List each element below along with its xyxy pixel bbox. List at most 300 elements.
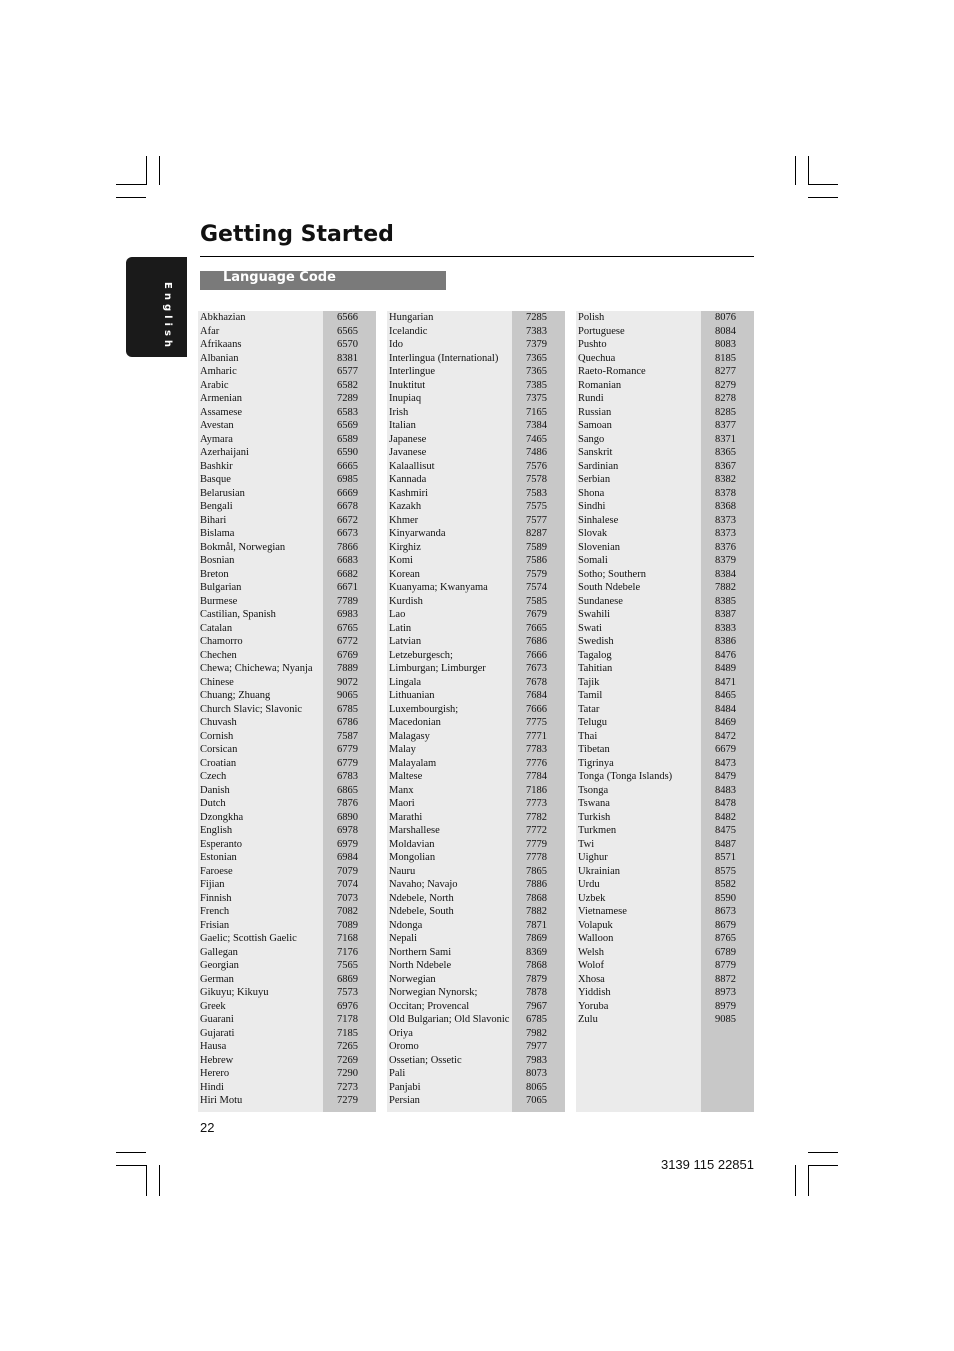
language-name: Bislama [200,528,235,539]
language-code: 7784 [526,771,547,782]
language-name: Cornish [200,730,234,742]
language-code: 7773 [526,798,547,809]
language-name: Marathi [389,811,423,823]
language-name: Fijian [200,879,225,890]
language-code: 7375 [526,393,547,404]
crop-mark [146,1165,147,1196]
language-code: 6671 [337,582,358,593]
language-code: 6779 [337,744,358,755]
language-code: 7778 [526,852,547,863]
language-code: 7578 [526,474,547,485]
language-code: 7365 [526,352,547,364]
language-name: Tswana [578,798,610,809]
language-name: Malagasy [389,730,430,742]
language-name: Aymara [200,433,233,445]
language-name: Ukrainian [578,865,620,877]
section-header [200,271,446,290]
language-name: Interlingue [389,366,436,377]
language-code: 7269 [337,1054,358,1066]
language-code: 8083 [715,339,736,350]
language-name: Afar [200,325,220,337]
language-code: 8285 [715,406,736,418]
language-code: 6582 [337,379,358,391]
language-code: 7577 [526,514,547,526]
language-code: 7089 [337,919,358,931]
language-name: Swedish [578,636,614,647]
language-code: 7579 [526,568,547,580]
language-name: Icelandic [389,325,428,337]
language-name: Lingala [389,676,422,688]
language-name: Armenian [200,393,242,404]
crop-mark [795,1165,796,1196]
language-name: Samoan [578,420,612,431]
language-name: Guarani [200,1014,234,1025]
language-name: Bashkir [200,460,233,472]
language-code: 8571 [715,852,736,863]
language-name: Welsh [578,946,604,958]
crop-mark [116,1165,146,1166]
language-code: 6590 [337,447,358,458]
language-name: Ossetian; Ossetic [389,1054,462,1066]
language-code: 7882 [526,906,547,917]
language-name: Sango [578,433,605,445]
language-name: Quechua [578,352,616,364]
language-column-1 [198,311,376,1112]
language-code: 6577 [337,366,358,377]
language-code: 8673 [715,906,736,917]
language-name: Khmer [389,514,419,526]
language-name: Volapuk [578,919,613,931]
language-name: Arabic [200,379,229,391]
crop-mark [795,156,796,185]
language-name: Tibetan [578,744,610,755]
language-name: Shona [578,487,605,499]
language-code: 7185 [337,1027,358,1039]
language-name: Estonian [200,852,237,863]
language-code: 6976 [337,1000,358,1012]
language-name: Sindhi [578,501,606,512]
language-code: 6673 [337,528,358,539]
language-code: 7273 [337,1081,358,1093]
language-name: Lao [389,609,406,620]
language-name: Tatar [578,703,600,715]
language-code: 9065 [337,690,358,701]
language-code: 7073 [337,892,358,904]
language-code: 8471 [715,676,736,688]
language-code: 8381 [337,352,358,364]
language-name: Bosnian [200,555,235,566]
language-code: 7882 [715,582,736,593]
language-name: Xhosa [578,973,605,985]
language-code: 7384 [526,420,547,431]
language-code: 6978 [337,825,358,836]
language-code: 8367 [715,460,736,472]
language-code: 8384 [715,568,736,580]
language-code: 8386 [715,636,736,647]
language-name: Basque [200,474,231,485]
language-code: 8387 [715,609,736,620]
language-name: Panjabi [389,1081,421,1093]
language-code: 6985 [337,474,358,485]
language-code: 8277 [715,366,736,377]
language-name: Kinyarwanda [389,528,446,539]
language-code: 8472 [715,730,736,742]
language-code: 7889 [337,663,358,674]
language-name: Urdu [578,879,600,890]
language-name: Twi [578,838,595,850]
language-code: 8287 [526,528,547,539]
language-name: Avestan [200,420,234,431]
language-name: Korean [389,568,420,580]
language-name: Norwegian [389,973,436,985]
language-code: 8478 [715,798,736,809]
language-code: 8379 [715,555,736,566]
language-name: Thai [578,730,598,742]
language-name: Navaho; Navajo [389,879,458,890]
language-code: 6983 [337,609,358,620]
language-name: Burmese [200,595,238,607]
language-code: 8973 [715,987,736,998]
language-code: 7886 [526,879,547,890]
language-name: Gujarati [200,1027,235,1039]
language-name: Sardinian [578,460,619,472]
language-name: German [200,973,234,985]
language-code: 8369 [526,946,547,958]
language-code: 8385 [715,595,736,607]
language-name: Inuktitut [389,379,426,391]
language-code: 8483 [715,784,736,796]
language-code: 7775 [526,717,547,728]
language-code: 8377 [715,420,736,431]
language-name: Inupiaq [389,393,422,404]
language-code: 8378 [715,487,736,499]
language-code: 7686 [526,636,547,647]
language-name: Oromo [389,1041,419,1052]
language-code: 7178 [337,1014,358,1025]
language-name: Occitan; Provencal [389,1000,470,1012]
language-code: 6789 [715,946,736,958]
language-name: Chechen [200,649,237,661]
language-code: 7589 [526,541,547,553]
language-name: Mongolian [389,852,436,863]
language-name: Maori [389,798,415,809]
language-name: Tonga (Tonga Islands) [578,771,673,782]
language-name: Bengali [200,501,233,512]
language-name: Raeto-Romance [578,366,646,377]
crop-mark [159,156,160,185]
section-title: Language Code [223,270,336,285]
document-code: 3139 115 22851 [660,1157,754,1172]
language-name: Church Slavic; Slavonic [200,703,303,715]
language-code: 7879 [526,973,547,985]
language-code: 7383 [526,325,547,337]
language-name: Corsican [200,744,238,755]
language-name: Manx [389,784,414,796]
language-name: Romanian [578,379,622,391]
language-name: Kashmiri [389,487,429,499]
language-code: 7869 [526,933,547,944]
language-code: 7665 [526,622,547,634]
language-code: 6786 [337,717,358,728]
language-name: Ndonga [389,919,423,931]
language-name: Kannada [389,474,427,485]
page-number: 22 [200,1120,215,1135]
language-name: French [200,906,230,917]
language-name: Northern Sami [389,946,452,958]
language-code: 7074 [337,879,358,890]
language-name: Norwegian Nynorsk; [389,987,478,998]
language-code: 8365 [715,447,736,458]
language-code: 8368 [715,501,736,512]
crop-mark [146,156,147,185]
language-code: 7565 [337,960,358,971]
language-code: 8278 [715,393,736,404]
language-code: 8371 [715,433,736,445]
language-side-tab-label: English [162,282,173,352]
language-name: Czech [200,771,227,782]
language-code: 7666 [526,649,547,661]
language-name: Latin [389,622,412,634]
language-name: Pali [389,1068,406,1079]
language-code: 7279 [337,1095,358,1106]
language-code: 8279 [715,379,736,391]
language-name: Hungarian [389,312,434,323]
language-code: 8376 [715,541,736,553]
language-code: 7776 [526,757,547,769]
language-name: Malayalam [389,757,437,769]
language-code: 6566 [337,312,358,323]
language-name: Greek [200,1000,226,1012]
language-column-3 [576,311,754,1112]
language-code: 7186 [526,784,547,796]
language-code: 8469 [715,717,736,728]
language-code: 8872 [715,973,736,985]
language-name: Pushto [578,339,607,350]
language-code: 6569 [337,420,358,431]
language-name: Walloon [578,933,614,944]
language-name: Yoruba [578,1000,609,1012]
language-name: Tahitian [578,663,613,674]
language-name: Irish [389,406,409,418]
language-name: Limburgan; Limburger [389,663,486,674]
language-code: 7878 [526,987,547,998]
language-code: 7290 [337,1068,358,1079]
language-code: 6583 [337,406,358,418]
language-name: Hausa [200,1041,227,1052]
language-name: Chamorro [200,636,243,647]
language-name: Polish [578,312,605,323]
language-name: Old Bulgarian; Old Slavonic [389,1014,510,1025]
language-code: 7573 [337,987,358,998]
language-code: 7782 [526,811,547,823]
language-name: Javanese [389,447,427,458]
language-code: 7165 [526,406,547,418]
language-code: 6869 [337,973,358,985]
language-name: Uighur [578,852,608,863]
language-name: Dzongkha [200,811,244,823]
language-name: Slovenian [578,541,620,553]
language-code: 6672 [337,514,358,526]
title-divider [200,256,754,257]
language-code: 8383 [715,622,736,634]
language-name: English [200,825,233,836]
language-code: 7576 [526,460,547,472]
crop-mark [808,1152,838,1153]
language-name: Chuang; Zhuang [200,690,271,701]
language-name: Bihari [200,514,227,526]
language-name: Kuanyama; Kwanyama [389,582,488,593]
language-code: 9085 [715,1014,736,1025]
language-name: Swati [578,622,602,634]
language-code: 7285 [526,312,547,323]
language-code: 6589 [337,433,358,445]
language-code: 6765 [337,622,358,634]
language-name: Sanskrit [578,447,613,458]
language-code: 7871 [526,919,547,931]
language-name: Serbian [578,474,611,485]
language-code: 8484 [715,703,736,715]
language-code: 6683 [337,555,358,566]
language-name: Chinese [200,676,234,688]
language-name: Castilian, Spanish [200,609,276,620]
language-code: 6679 [715,744,736,755]
language-name: Kalaallisut [389,460,435,472]
language-code: 8765 [715,933,736,944]
language-code: 7065 [526,1095,547,1106]
language-code: 7587 [337,730,358,742]
language-code: 6979 [337,838,358,850]
crop-mark [808,1165,838,1166]
language-name: Uzbek [578,892,606,904]
language-code: 8373 [715,514,736,526]
language-code: 8479 [715,771,736,782]
language-code: 7865 [526,865,547,877]
language-code: 8084 [715,325,736,337]
language-name: Luxembourgish; [389,703,459,715]
language-name: Danish [200,784,230,796]
language-code: 7679 [526,609,547,620]
language-name: Hindi [200,1081,224,1093]
language-code: 6669 [337,487,358,499]
language-code: 8487 [715,838,736,850]
language-code: 8575 [715,865,736,877]
language-code: 8373 [715,528,736,539]
language-name: Kazakh [389,501,422,512]
language-name: Hebrew [200,1054,234,1066]
language-code: 6890 [337,811,358,823]
language-name: Turkmen [578,825,617,836]
crop-mark [116,197,146,198]
language-code: 8473 [715,757,736,769]
language-code: 8465 [715,690,736,701]
language-name: Sotho; Southern [578,568,646,580]
language-name: Belarusian [200,487,245,499]
language-code: 7982 [526,1027,547,1039]
language-code: 8476 [715,649,736,661]
language-name: Georgian [200,960,239,971]
language-name: Ndebele, South [389,906,454,917]
language-code: 7379 [526,339,547,350]
language-code: 6769 [337,649,358,661]
language-code: 8475 [715,825,736,836]
language-name: Japanese [389,433,427,445]
language-code: 6984 [337,852,358,863]
language-name: Faroese [200,865,233,877]
language-code: 7168 [337,933,358,944]
language-name: Azerhaijani [200,447,249,458]
language-code: 7289 [337,393,358,404]
language-name: Zulu [578,1014,598,1025]
language-name: Komi [389,555,413,566]
language-code: 9072 [337,676,358,688]
crop-mark [159,1165,160,1196]
language-code: 8076 [715,312,736,323]
language-code: 7365 [526,366,547,377]
language-code: 8679 [715,919,736,931]
language-name: Moldavian [389,838,435,850]
page-title: Getting Started [200,222,394,247]
language-name: North Ndebele [389,960,452,971]
language-name: Wolof [578,960,604,971]
language-code: 8073 [526,1068,547,1079]
language-code: 7678 [526,676,547,688]
language-name: Finnish [200,892,232,904]
language-code: 7866 [337,541,358,553]
language-name: Bulgarian [200,582,242,593]
language-code: 7079 [337,865,358,877]
language-name: Ndebele, North [389,892,454,904]
language-code: 7465 [526,433,547,445]
language-code: 6772 [337,636,358,647]
language-name: Interlingua (International) [389,352,499,364]
language-name: Frisian [200,919,230,931]
language-name: Kirghiz [389,541,421,553]
language-code: 7176 [337,946,358,958]
language-name: Gallegan [200,946,238,958]
language-code: 6783 [337,771,358,782]
crop-mark [808,197,838,198]
language-code: 7265 [337,1041,358,1052]
language-name: Nauru [389,865,416,877]
language-name: Letzeburgesch; [389,649,453,661]
language-name: Nepali [389,933,417,944]
language-name: Kurdish [389,595,423,607]
language-code: 7385 [526,379,547,391]
language-code: 7983 [526,1054,547,1066]
language-name: Assamese [200,406,242,418]
language-name: South Ndebele [578,582,641,593]
language-code: 6570 [337,339,358,350]
language-name: Gaelic; Scottish Gaelic [200,933,297,944]
language-name: Rundi [578,393,604,404]
language-name: Hiri Motu [200,1095,243,1106]
language-code: 7082 [337,906,358,917]
language-name: Somali [578,555,608,566]
language-name: Abkhazian [200,312,246,323]
language-name: Maltese [389,771,423,782]
language-name: Telugu [578,717,608,728]
crop-mark [808,156,809,185]
crop-mark [116,1152,146,1153]
language-code: 7967 [526,1000,547,1012]
language-code: 8582 [715,879,736,890]
language-name: Marshallese [389,825,440,836]
language-code: 6785 [337,703,358,715]
language-name: Sundanese [578,595,623,607]
language-code: 6779 [337,757,358,769]
language-name: Swahili [578,609,611,620]
language-name: Tajik [578,676,600,688]
